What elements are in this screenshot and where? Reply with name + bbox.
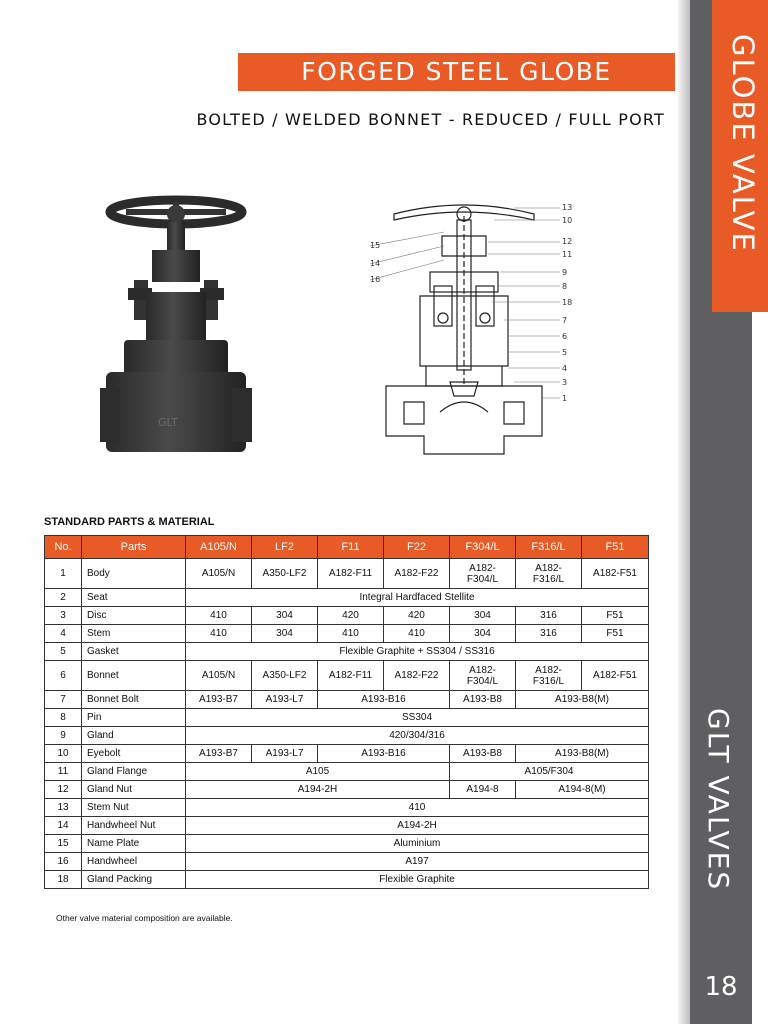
material-cell: A182- F316/L bbox=[516, 661, 582, 691]
table-row bbox=[45, 559, 649, 589]
material-cell: A182- F304/L bbox=[450, 661, 516, 691]
parts-material-table bbox=[44, 535, 649, 889]
material-cell: A182-F51 bbox=[582, 661, 649, 691]
row-number: 5 bbox=[45, 643, 82, 661]
material-cell: Aluminium bbox=[186, 835, 649, 853]
callout-11: 11 bbox=[562, 250, 573, 259]
material-cell: A197 bbox=[186, 853, 649, 871]
row-number: 8 bbox=[45, 709, 82, 727]
callout-4: 4 bbox=[562, 364, 568, 373]
page-subtitle: BOLTED / WELDED BONNET - REDUCED / FULL PORT bbox=[196, 110, 665, 129]
material-cell: A193-B8(M) bbox=[516, 745, 649, 763]
part-name: Bonnet bbox=[82, 661, 186, 691]
callout-15: 15 bbox=[370, 241, 381, 250]
callout-18: 18 bbox=[562, 298, 573, 307]
table-row bbox=[45, 763, 649, 781]
row-number: 3 bbox=[45, 607, 82, 625]
material-cell: 410 bbox=[186, 607, 252, 625]
callout-9: 9 bbox=[562, 268, 568, 277]
material-cell: 420/304/316 bbox=[186, 727, 649, 745]
material-cell: A182-F51 bbox=[582, 559, 649, 589]
material-cell: 304 bbox=[252, 607, 318, 625]
row-number: 10 bbox=[45, 745, 82, 763]
column-header: F304/L bbox=[450, 536, 516, 559]
row-number: 9 bbox=[45, 727, 82, 745]
table-row bbox=[45, 643, 649, 661]
material-cell: SS304 bbox=[186, 709, 649, 727]
material-cell: A182- F316/L bbox=[516, 559, 582, 589]
table-row bbox=[45, 781, 649, 799]
column-header: A105/N bbox=[186, 536, 252, 559]
sidebar-shadow bbox=[678, 0, 690, 1024]
column-header: Parts bbox=[82, 536, 186, 559]
callout-6: 6 bbox=[562, 332, 568, 341]
row-number: 13 bbox=[45, 799, 82, 817]
part-name: Pin bbox=[82, 709, 186, 727]
row-number: 16 bbox=[45, 853, 82, 871]
row-number: 11 bbox=[45, 763, 82, 781]
callout-8: 8 bbox=[562, 282, 568, 291]
row-number: 12 bbox=[45, 781, 82, 799]
part-name: Seat bbox=[82, 589, 186, 607]
material-cell: A182-F22 bbox=[384, 661, 450, 691]
page-title: FORGED STEEL GLOBE bbox=[238, 53, 675, 91]
callout-12: 12 bbox=[562, 237, 573, 246]
material-cell: Flexible Graphite + SS304 / SS316 bbox=[186, 643, 649, 661]
material-cell: A105/N bbox=[186, 661, 252, 691]
part-name: Gasket bbox=[82, 643, 186, 661]
material-cell: A105/N bbox=[186, 559, 252, 589]
part-name: Disc bbox=[82, 607, 186, 625]
part-name: Name Plate bbox=[82, 835, 186, 853]
column-header: F316/L bbox=[516, 536, 582, 559]
material-cell: A350-LF2 bbox=[252, 661, 318, 691]
part-name: Stem Nut bbox=[82, 799, 186, 817]
part-name: Stem bbox=[82, 625, 186, 643]
material-cell: A182- F304/L bbox=[450, 559, 516, 589]
material-cell: A193-B7 bbox=[186, 691, 252, 709]
table-row bbox=[45, 607, 649, 625]
material-cell: A193-L7 bbox=[252, 745, 318, 763]
part-name: Eyebolt bbox=[82, 745, 186, 763]
material-cell: A182-F11 bbox=[318, 559, 384, 589]
material-cell: 410 bbox=[318, 625, 384, 643]
callout-1: 1 bbox=[562, 394, 568, 403]
table-heading: STANDARD PARTS & MATERIAL bbox=[44, 516, 215, 528]
material-cell: A105 bbox=[186, 763, 450, 781]
material-cell: 410 bbox=[186, 799, 649, 817]
valve-photo bbox=[96, 192, 256, 460]
column-header: F11 bbox=[318, 536, 384, 559]
photo-marking: GLT bbox=[158, 416, 178, 429]
row-number: 14 bbox=[45, 817, 82, 835]
table-row bbox=[45, 745, 649, 763]
callout-13: 13 bbox=[562, 203, 573, 212]
material-cell: A105/F304 bbox=[450, 763, 649, 781]
callout-16: 16 bbox=[370, 275, 381, 284]
material-cell: 420 bbox=[384, 607, 450, 625]
material-cell: 420 bbox=[318, 607, 384, 625]
material-cell: A193-L7 bbox=[252, 691, 318, 709]
column-header: F51 bbox=[582, 536, 649, 559]
table-row bbox=[45, 691, 649, 709]
material-cell: A194-8 bbox=[450, 781, 516, 799]
row-number: 2 bbox=[45, 589, 82, 607]
part-name: Handwheel bbox=[82, 853, 186, 871]
row-number: 7 bbox=[45, 691, 82, 709]
table-row bbox=[45, 727, 649, 745]
material-cell: A193-B8(M) bbox=[516, 691, 649, 709]
page-number: 18 bbox=[704, 972, 738, 1002]
part-name: Body bbox=[82, 559, 186, 589]
valve-cross-section-drawing bbox=[364, 196, 596, 460]
part-name: Handwheel Nut bbox=[82, 817, 186, 835]
table-row bbox=[45, 709, 649, 727]
material-cell: A194-8(M) bbox=[516, 781, 649, 799]
table-row bbox=[45, 799, 649, 817]
material-cell: 410 bbox=[384, 625, 450, 643]
table-header-row bbox=[45, 536, 649, 559]
table-row bbox=[45, 589, 649, 607]
callout-14: 14 bbox=[370, 259, 381, 268]
material-cell: 304 bbox=[252, 625, 318, 643]
material-cell: A193-B8 bbox=[450, 691, 516, 709]
material-cell: A193-B16 bbox=[318, 745, 450, 763]
row-number: 18 bbox=[45, 871, 82, 889]
material-cell: A350-LF2 bbox=[252, 559, 318, 589]
part-name: Gland Packing bbox=[82, 871, 186, 889]
callout-3: 3 bbox=[562, 378, 568, 387]
part-name: Gland bbox=[82, 727, 186, 745]
material-cell: Integral Hardfaced Stellite bbox=[186, 589, 649, 607]
row-number: 1 bbox=[45, 559, 82, 589]
row-number: 4 bbox=[45, 625, 82, 643]
table-row bbox=[45, 625, 649, 643]
material-cell: A193-B8 bbox=[450, 745, 516, 763]
callout-5: 5 bbox=[562, 348, 568, 357]
part-name: Gland Nut bbox=[82, 781, 186, 799]
callout-7: 7 bbox=[562, 316, 568, 325]
section-label: GLOBE VALVE bbox=[726, 34, 760, 253]
material-cell: 304 bbox=[450, 607, 516, 625]
callout-10: 10 bbox=[562, 216, 573, 225]
material-cell: 410 bbox=[186, 625, 252, 643]
column-header: LF2 bbox=[252, 536, 318, 559]
material-cell: F51 bbox=[582, 607, 649, 625]
material-cell: 304 bbox=[450, 625, 516, 643]
material-cell: 316 bbox=[516, 607, 582, 625]
material-cell: Flexible Graphite bbox=[186, 871, 649, 889]
table-row bbox=[45, 835, 649, 853]
part-name: Gland Flange bbox=[82, 763, 186, 781]
table-row bbox=[45, 871, 649, 889]
table-row bbox=[45, 661, 649, 691]
column-header: No. bbox=[45, 536, 82, 559]
material-cell: A194-2H bbox=[186, 781, 450, 799]
part-name: Bonnet Bolt bbox=[82, 691, 186, 709]
side-bar bbox=[678, 0, 768, 1024]
table-row bbox=[45, 853, 649, 871]
brand-label: GLT VALVES bbox=[702, 708, 735, 892]
row-number: 15 bbox=[45, 835, 82, 853]
material-cell: A193-B7 bbox=[186, 745, 252, 763]
material-cell: A194-2H bbox=[186, 817, 649, 835]
column-header: F22 bbox=[384, 536, 450, 559]
material-cell: 316 bbox=[516, 625, 582, 643]
table-body bbox=[45, 559, 649, 889]
table-note: Other valve material composition are available. bbox=[56, 913, 233, 923]
material-cell: A182-F11 bbox=[318, 661, 384, 691]
row-number: 6 bbox=[45, 661, 82, 691]
table-row bbox=[45, 817, 649, 835]
material-cell: F51 bbox=[582, 625, 649, 643]
material-cell: A182-F22 bbox=[384, 559, 450, 589]
material-cell: A193-B16 bbox=[318, 691, 450, 709]
